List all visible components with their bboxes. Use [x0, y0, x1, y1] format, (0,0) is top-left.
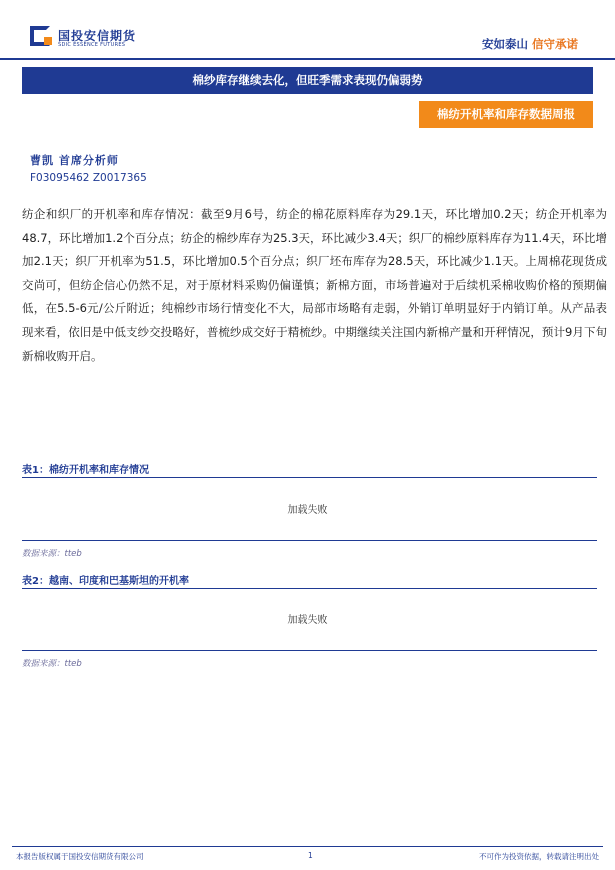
table2-load-failed: 加载失败 [287, 615, 328, 626]
footer-copyright: 本报告版权属于国投安信期货有限公司 [16, 852, 144, 861]
company-logo-icon [30, 26, 54, 48]
footer-disclaimer: 不可作为投资依据，转载请注明出处 [479, 852, 599, 861]
brand-name-en: SDIC ESSENCE FUTURES [58, 42, 126, 48]
table1-title: 表1：棉纺开机率和库存情况 [22, 465, 149, 476]
table1-source: 数据来源：tteb [22, 549, 82, 559]
table2-bottom-rule [22, 650, 597, 651]
table1-top-rule [22, 477, 597, 478]
page-number: 1 [308, 851, 313, 860]
report-tag: 棉纺开机率和库存数据周报 [419, 101, 593, 128]
slogan-part1: 安如泰山 [482, 37, 528, 51]
author-cert: F03095462 Z0017365 [30, 172, 147, 184]
author-name: 曹凯 首席分析师 [30, 154, 119, 167]
header-divider [0, 58, 615, 60]
table2-source: 数据来源：tteb [22, 659, 82, 669]
table1-bottom-rule [22, 540, 597, 541]
footer-divider [12, 846, 603, 847]
page-header [0, 0, 615, 60]
slogan [482, 36, 578, 52]
table2-top-rule [22, 588, 597, 589]
table2-title: 表2：越南、印度和巴基斯坦的开机率 [22, 576, 189, 587]
brand-name: 国投安信期货 [58, 29, 137, 43]
table1-load-failed: 加载失败 [287, 505, 328, 516]
body-paragraph: 纺企和织厂的开机率和库存情况：截至9月6号，纺企的棉花原料库存为29.1天，环比增加0.2天；纺企开机率为48.7，环比增加1.2个百分点；纺企的棉纱库存为25.3天，环比减少3.4天；织厂的棉纱原料库存为11.4天，环比增加2.1天；织厂开机率为51.5，环比增加0.5个百分点；织厂坯布库存为28.5天，环比减少1.1天。上周棉花现货成交尚可，但纺企信心仍然不足，对于原材料采购仍偏谨慎；新棉方面，市场普遍对于后续机采棉收购价格的预期偏低，在5.5-6元/公斤附近；纯棉纱市场行情变化不大，局部市场略有走弱，外销订单明显好于内销订单。从产品表现来看，依旧是中低支纱交投略好，普梳纱成交好于精梳纱。中期继续关注国内新棉产量和开秤情况，预计9月下旬新棉收购开启。 [22, 207, 607, 363]
slogan-part2: 信守承诺 [532, 37, 578, 51]
report-title: 棉纱库存继续去化，但旺季需求表现仍偏弱势 [22, 67, 593, 94]
